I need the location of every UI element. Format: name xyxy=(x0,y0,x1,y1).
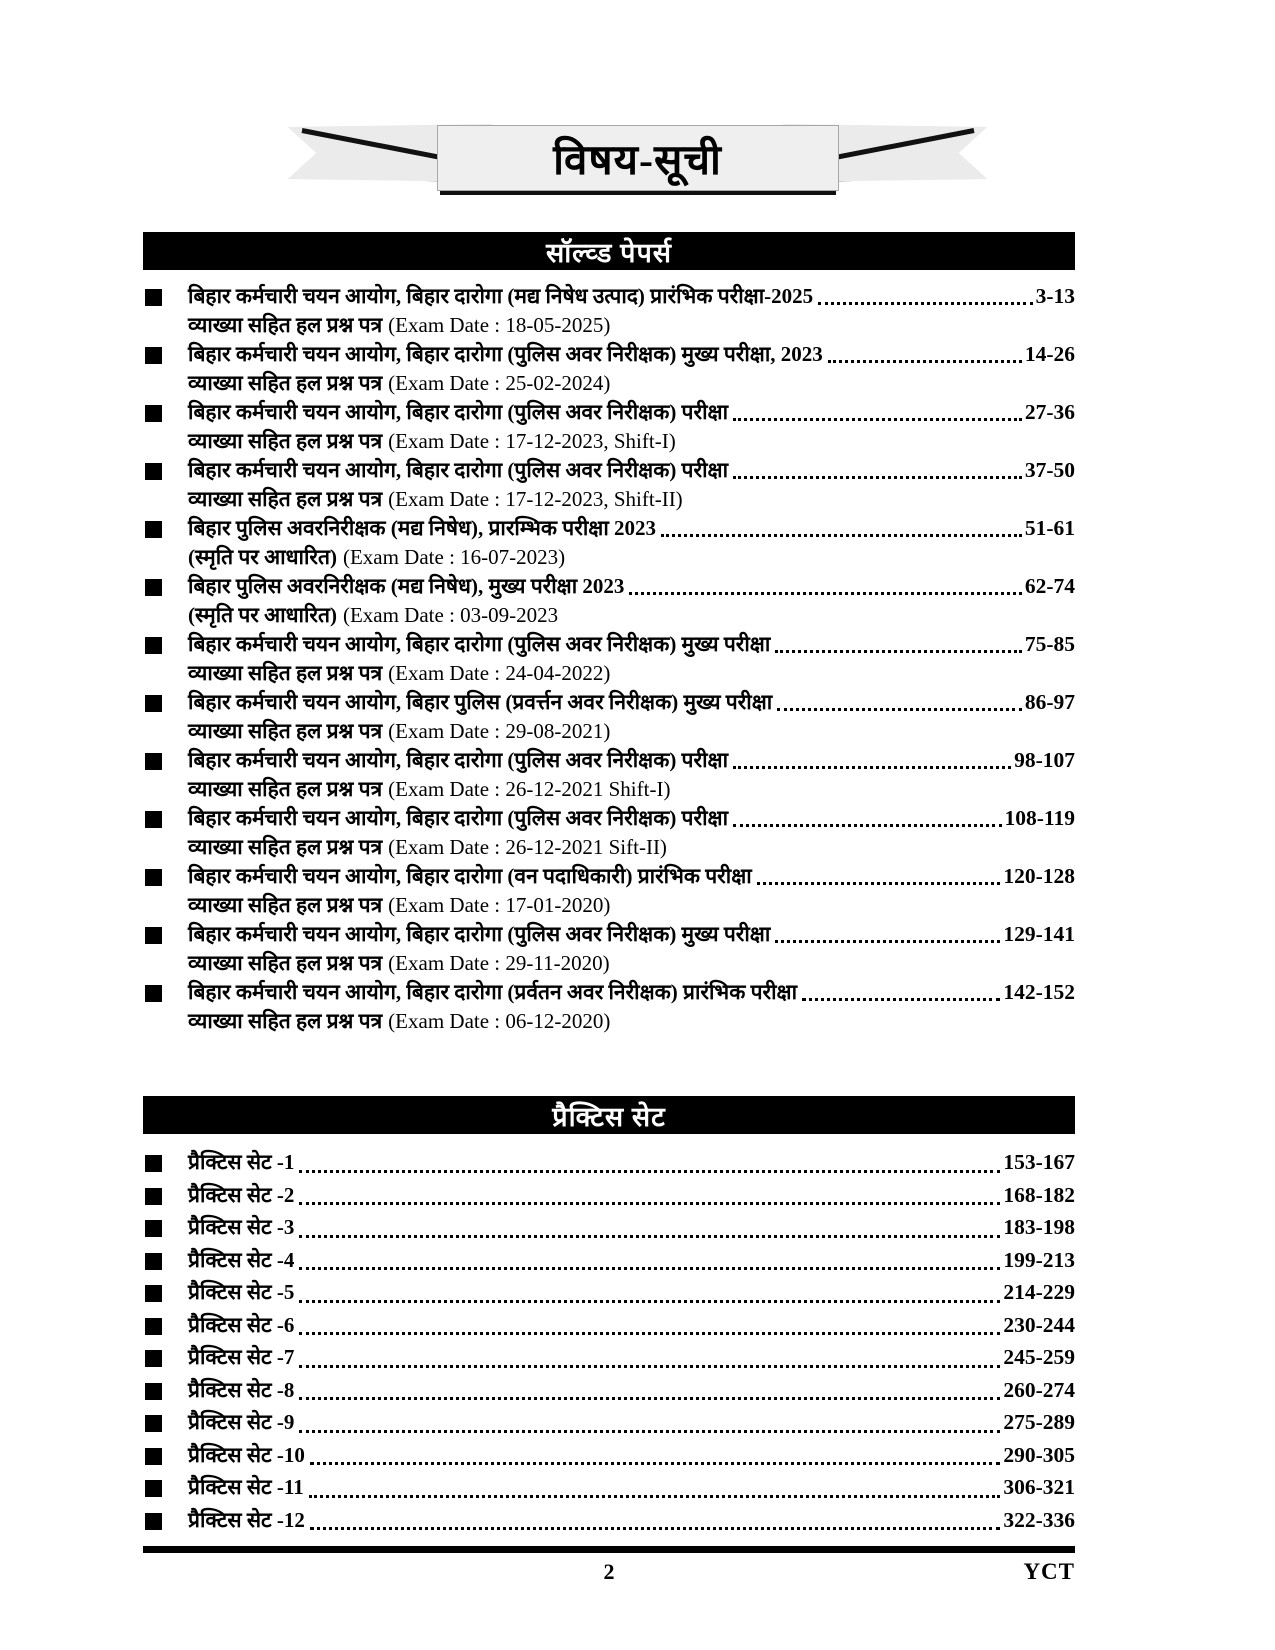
bullet-square-icon xyxy=(145,637,162,654)
entry-body xyxy=(188,1146,1075,1179)
entry-body xyxy=(188,862,1075,920)
toc-entry[interactable] xyxy=(143,746,1075,804)
entry-subtitle xyxy=(188,949,1075,978)
dot-leader xyxy=(299,1267,1000,1270)
entry-body xyxy=(188,1504,1075,1537)
entry-body xyxy=(188,1374,1075,1407)
entry-page-range: 230-244 xyxy=(1003,1312,1075,1337)
bullet-square-icon xyxy=(145,1220,162,1237)
entry-exam-date: (Exam Date : 17-01-2020) xyxy=(388,893,611,917)
dot-leader xyxy=(733,766,1011,769)
toc-entry[interactable] xyxy=(143,1471,1075,1504)
entry-title: प्रैक्टिस सेट -6 xyxy=(188,1312,295,1337)
entry-subtitle-bold: व्याख्या सहित हल प्रश्न पत्र xyxy=(188,835,383,859)
entry-page-range: 62-74 xyxy=(1024,574,1075,598)
entry-body xyxy=(188,1244,1075,1277)
entry-title: बिहार कर्मचारी चयन आयोग, बिहार दारोगा (प्रर्वतन अवर निरीक्षक) प्रारंभिक परीक्षा xyxy=(188,980,798,1004)
entry-exam-date: (Exam Date : 26-12-2021 Sift-II) xyxy=(388,835,667,859)
bullet-square-icon xyxy=(145,1318,162,1335)
dot-leader xyxy=(310,1527,1000,1530)
entry-line xyxy=(188,514,1075,543)
toc-entry[interactable] xyxy=(143,1406,1075,1439)
entry-line xyxy=(188,1374,1075,1407)
entry-body xyxy=(188,804,1075,862)
bullet-square-icon xyxy=(145,1480,162,1497)
toc-entry[interactable] xyxy=(143,978,1075,1036)
bullet-square-icon xyxy=(145,1513,162,1530)
entry-body xyxy=(188,398,1075,456)
bullet-square-icon xyxy=(145,1155,162,1172)
entry-title: प्रैक्टिस सेट -2 xyxy=(188,1182,295,1207)
bullet-square-icon xyxy=(145,695,162,712)
entry-page-range: 3-13 xyxy=(1035,284,1075,308)
entry-body xyxy=(188,1341,1075,1374)
dot-leader xyxy=(733,418,1022,421)
bullet-square-icon xyxy=(145,1350,162,1367)
dot-leader xyxy=(757,882,1001,885)
entry-line xyxy=(188,804,1075,833)
ribbon-title-box xyxy=(437,125,839,191)
page-title: विषय-सूची xyxy=(553,137,722,184)
bullet-square-icon xyxy=(145,811,162,828)
entry-body xyxy=(188,340,1075,398)
entry-line xyxy=(188,1341,1075,1374)
entry-title: प्रैक्टिस सेट -4 xyxy=(188,1247,295,1272)
entry-line xyxy=(188,282,1075,311)
toc-entry[interactable] xyxy=(143,282,1075,340)
entry-body xyxy=(188,630,1075,688)
entry-page-range: 129-141 xyxy=(1003,922,1075,946)
toc-entry[interactable] xyxy=(143,398,1075,456)
entry-exam-date: (Exam Date : 17-12-2023, Shift-I) xyxy=(388,429,676,453)
entry-line xyxy=(188,978,1075,1007)
entry-exam-date: (Exam Date : 18-05-2025) xyxy=(388,313,611,337)
entry-body xyxy=(188,1309,1075,1342)
bullet-square-icon xyxy=(145,869,162,886)
entry-title: बिहार कर्मचारी चयन आयोग, बिहार दारोगा (पुलिस अवर निरीक्षक) मुख्य परीक्षा xyxy=(188,632,771,656)
section-header xyxy=(143,232,1075,270)
footer-page-number: 2 xyxy=(603,1559,615,1584)
entry-line xyxy=(188,398,1075,427)
toc-section xyxy=(143,1096,1075,1536)
toc-entry[interactable] xyxy=(143,1374,1075,1407)
section-entries xyxy=(143,1146,1075,1536)
toc-entry[interactable] xyxy=(143,572,1075,630)
dot-leader xyxy=(661,534,1022,537)
toc-entry[interactable] xyxy=(143,1309,1075,1342)
toc-entry[interactable] xyxy=(143,688,1075,746)
entry-subtitle-bold: व्याख्या सहित हल प्रश्न पत्र xyxy=(188,1009,383,1033)
footer-row xyxy=(143,1553,1075,1595)
entry-subtitle xyxy=(188,311,1075,340)
entry-subtitle xyxy=(188,833,1075,862)
entry-page-range: 322-336 xyxy=(1003,1507,1075,1532)
entry-line xyxy=(188,1439,1075,1472)
entry-body xyxy=(188,1471,1075,1504)
entry-subtitle xyxy=(188,659,1075,688)
entry-subtitle-bold: (स्मृति पर आधारित) xyxy=(188,545,337,569)
entry-subtitle xyxy=(188,891,1075,920)
dot-leader xyxy=(299,1332,1000,1335)
toc-entry[interactable] xyxy=(143,804,1075,862)
entry-line xyxy=(188,1211,1075,1244)
entry-title: प्रैक्टिस सेट -7 xyxy=(188,1345,295,1369)
entry-page-range: 260-274 xyxy=(1003,1377,1075,1402)
entry-line xyxy=(188,862,1075,891)
entry-body xyxy=(188,282,1075,340)
dot-leader xyxy=(775,940,1000,943)
entry-page-range: 214-229 xyxy=(1003,1280,1075,1304)
dot-leader xyxy=(310,1462,1000,1465)
dot-leader xyxy=(299,1397,1000,1400)
entry-title: प्रैक्टिस सेट -1 xyxy=(188,1150,295,1174)
entry-subtitle xyxy=(188,369,1075,398)
toc-entry[interactable] xyxy=(143,1146,1075,1179)
entry-title: प्रैक्टिस सेट -5 xyxy=(188,1280,295,1304)
dot-leader xyxy=(299,1430,1000,1433)
entry-title: बिहार कर्मचारी चयन आयोग, बिहार दारोगा (पुलिस अवर निरीक्षक) परीक्षा xyxy=(188,400,729,424)
entry-subtitle-bold: व्याख्या सहित हल प्रश्न पत्र xyxy=(188,951,383,975)
entry-title: बिहार कर्मचारी चयन आयोग, बिहार दारोगा (पुलिस अवर निरीक्षक) परीक्षा xyxy=(188,748,729,772)
entry-page-range: 199-213 xyxy=(1003,1247,1075,1272)
entry-title: बिहार कर्मचारी चयन आयोग, बिहार दारोगा (वन पदाधिकारी) प्रारंभिक परीक्षा xyxy=(188,864,752,888)
page-footer xyxy=(143,1546,1075,1595)
entry-subtitle-bold: व्याख्या सहित हल प्रश्न पत्र xyxy=(188,487,383,511)
entry-subtitle xyxy=(188,427,1075,456)
entry-page-range: 37-50 xyxy=(1024,458,1075,482)
entry-title: बिहार कर्मचारी चयन आयोग, बिहार दारोगा (पुलिस अवर निरीक्षक) परीक्षा xyxy=(188,458,729,482)
bullet-square-icon xyxy=(145,753,162,770)
entry-title: बिहार कर्मचारी चयन आयोग, बिहार दारोगा (पुलिस अवर निरीक्षक) मुख्य परीक्षा xyxy=(188,922,771,946)
entry-subtitle xyxy=(188,1007,1075,1036)
dot-leader xyxy=(299,1300,1000,1303)
entry-subtitle-bold: (स्मृति पर आधारित) xyxy=(188,603,337,627)
entry-body xyxy=(188,514,1075,572)
toc-entry[interactable] xyxy=(143,514,1075,572)
toc-entry[interactable] xyxy=(143,1179,1075,1212)
entry-exam-date: (Exam Date : 29-08-2021) xyxy=(388,719,611,743)
entry-page-range: 51-61 xyxy=(1024,516,1075,540)
entry-line xyxy=(188,456,1075,485)
entry-line xyxy=(188,1146,1075,1179)
entry-page-range: 153-167 xyxy=(1003,1150,1075,1174)
entry-page-range: 75-85 xyxy=(1024,632,1075,656)
entry-body xyxy=(188,978,1075,1036)
entry-page-range: 183-198 xyxy=(1003,1215,1075,1239)
entry-page-range: 142-152 xyxy=(1003,980,1075,1004)
bullet-square-icon xyxy=(145,405,162,422)
dot-leader xyxy=(299,1202,1000,1205)
dot-leader xyxy=(299,1365,1000,1368)
footer-rule xyxy=(143,1546,1075,1553)
entry-page-range: 306-321 xyxy=(1003,1475,1075,1499)
bullet-square-icon xyxy=(145,289,162,306)
entry-exam-date: (Exam Date : 03-09-2023 xyxy=(342,603,559,627)
entry-subtitle-bold: व्याख्या सहित हल प्रश्न पत्र xyxy=(188,893,383,917)
entry-page-range: 245-259 xyxy=(1003,1345,1075,1369)
bullet-square-icon xyxy=(145,347,162,364)
entry-line xyxy=(188,1309,1075,1342)
entry-page-range: 108-119 xyxy=(1004,806,1075,830)
entry-subtitle-bold: व्याख्या सहित हल प्रश्न पत्र xyxy=(188,371,383,395)
entry-subtitle xyxy=(188,775,1075,804)
entry-body xyxy=(188,1406,1075,1439)
entry-subtitle-bold: व्याख्या सहित हल प्रश्न पत्र xyxy=(188,719,383,743)
dot-leader xyxy=(818,302,1032,305)
entry-page-range: 168-182 xyxy=(1003,1182,1075,1207)
toc-entry[interactable] xyxy=(143,630,1075,688)
entry-subtitle-bold: व्याख्या सहित हल प्रश्न पत्र xyxy=(188,313,383,337)
toc-entry[interactable] xyxy=(143,862,1075,920)
entry-line xyxy=(188,1504,1075,1537)
entry-subtitle xyxy=(188,543,1075,572)
entry-body xyxy=(188,688,1075,746)
bullet-square-icon xyxy=(145,521,162,538)
entry-exam-date: (Exam Date : 16-07-2023) xyxy=(342,545,566,569)
entry-line xyxy=(188,1244,1075,1277)
entry-line xyxy=(188,920,1075,949)
dot-leader xyxy=(309,1495,1001,1498)
dot-leader xyxy=(299,1235,1000,1238)
toc-entry[interactable] xyxy=(143,1504,1075,1537)
entry-title: प्रैक्टिस सेट -9 xyxy=(188,1410,295,1434)
toc-content xyxy=(143,232,1075,1536)
section-header-label: सॉल्व्ड पेपर्स xyxy=(545,237,673,268)
entry-subtitle xyxy=(188,601,1075,630)
entry-page-range: 290-305 xyxy=(1003,1442,1075,1467)
bullet-square-icon xyxy=(145,1285,162,1302)
entry-body xyxy=(188,920,1075,978)
entry-title: बिहार कर्मचारी चयन आयोग, बिहार दारोगा (पुलिस अवर निरीक्षक) परीक्षा xyxy=(188,806,729,830)
section-header-label: प्रैक्टिस सेट xyxy=(552,1101,666,1132)
entry-page-range: 120-128 xyxy=(1003,864,1075,888)
bullet-square-icon xyxy=(145,1383,162,1400)
entry-body xyxy=(188,1276,1075,1309)
dot-leader xyxy=(299,1170,1000,1173)
entry-exam-date: (Exam Date : 25-02-2024) xyxy=(388,371,611,395)
entry-exam-date: (Exam Date : 24-04-2022) xyxy=(388,661,611,685)
toc-entry[interactable] xyxy=(143,1244,1075,1277)
entry-subtitle-bold: व्याख्या सहित हल प्रश्न पत्र xyxy=(188,777,383,801)
entry-page-range: 14-26 xyxy=(1024,342,1075,366)
toc-entry[interactable] xyxy=(143,1341,1075,1374)
dot-leader xyxy=(802,998,1000,1001)
entry-page-range: 98-107 xyxy=(1014,748,1075,772)
entry-exam-date: (Exam Date : 29-11-2020) xyxy=(388,951,610,975)
bullet-square-icon xyxy=(145,1448,162,1465)
dot-leader xyxy=(777,708,1022,711)
toc-section xyxy=(143,232,1075,1036)
entry-page-range: 27-36 xyxy=(1024,400,1075,424)
dot-leader xyxy=(775,650,1022,653)
entry-body xyxy=(188,1179,1075,1212)
toc-entry[interactable] xyxy=(143,1439,1075,1472)
bullet-square-icon xyxy=(145,1253,162,1270)
toc-entry[interactable] xyxy=(143,340,1075,398)
publisher-logo: YCT xyxy=(1023,1559,1075,1584)
entry-body xyxy=(188,1439,1075,1472)
entry-subtitle xyxy=(188,717,1075,746)
entry-line xyxy=(188,746,1075,775)
dot-leader xyxy=(828,360,1022,363)
bullet-square-icon xyxy=(145,985,162,1002)
entry-exam-date: (Exam Date : 26-12-2021 Shift-I) xyxy=(388,777,671,801)
entry-title: प्रैक्टिस सेट -12 xyxy=(188,1507,305,1532)
entry-title: बिहार कर्मचारी चयन आयोग, बिहार दारोगा (मद्य निषेध उत्पाद) प्रारंभिक परीक्षा-2025 xyxy=(188,284,814,308)
entry-title: प्रैक्टिस सेट -10 xyxy=(188,1442,305,1467)
entry-line xyxy=(188,1179,1075,1212)
toc-entry[interactable] xyxy=(143,920,1075,978)
entry-title: बिहार पुलिस अवरनिरीक्षक (मद्य निषेध), मुख्य परीक्षा 2023 xyxy=(188,574,625,598)
entry-title: बिहार कर्मचारी चयन आयोग, बिहार पुलिस (प्रवर्त्तन अवर निरीक्षक) मुख्य परीक्षा xyxy=(188,690,773,714)
entry-line xyxy=(188,1471,1075,1504)
bullet-square-icon xyxy=(145,579,162,596)
entry-title: प्रैक्टिस सेट -3 xyxy=(188,1215,295,1239)
entry-title: बिहार कर्मचारी चयन आयोग, बिहार दारोगा (पुलिस अवर निरीक्षक) मुख्य परीक्षा, 2023 xyxy=(188,342,823,366)
entry-body xyxy=(188,1211,1075,1244)
entry-body xyxy=(188,572,1075,630)
entry-subtitle-bold: व्याख्या सहित हल प्रश्न पत्र xyxy=(188,661,383,685)
entry-body xyxy=(188,746,1075,804)
entry-page-range: 86-97 xyxy=(1024,690,1075,714)
entry-subtitle-bold: व्याख्या सहित हल प्रश्न पत्र xyxy=(188,429,383,453)
dot-leader xyxy=(733,476,1022,479)
entry-title: प्रैक्टिस सेट -11 xyxy=(188,1475,304,1499)
section-entries xyxy=(143,282,1075,1036)
entry-title: बिहार पुलिस अवरनिरीक्षक (मद्य निषेध), प्रारम्भिक परीक्षा 2023 xyxy=(188,516,657,540)
entry-body xyxy=(188,456,1075,514)
entry-title: प्रैक्टिस सेट -8 xyxy=(188,1377,295,1402)
entry-line xyxy=(188,572,1075,601)
entry-exam-date: (Exam Date : 06-12-2020) xyxy=(388,1009,611,1033)
entry-subtitle xyxy=(188,485,1075,514)
toc-entry[interactable] xyxy=(143,1211,1075,1244)
toc-entry[interactable] xyxy=(143,1276,1075,1309)
bullet-square-icon xyxy=(145,927,162,944)
entry-exam-date: (Exam Date : 17-12-2023, Shift-II) xyxy=(388,487,683,511)
toc-entry[interactable] xyxy=(143,456,1075,514)
section-header xyxy=(143,1096,1075,1134)
entry-page-range: 275-289 xyxy=(1003,1410,1075,1434)
entry-line xyxy=(188,688,1075,717)
bullet-square-icon xyxy=(145,1188,162,1205)
title-ribbon xyxy=(288,116,988,202)
bullet-square-icon xyxy=(145,463,162,480)
entry-line xyxy=(188,630,1075,659)
entry-line xyxy=(188,1406,1075,1439)
dot-leader xyxy=(629,592,1021,595)
entry-line xyxy=(188,340,1075,369)
dot-leader xyxy=(733,824,1002,827)
entry-line xyxy=(188,1276,1075,1309)
bullet-square-icon xyxy=(145,1415,162,1432)
